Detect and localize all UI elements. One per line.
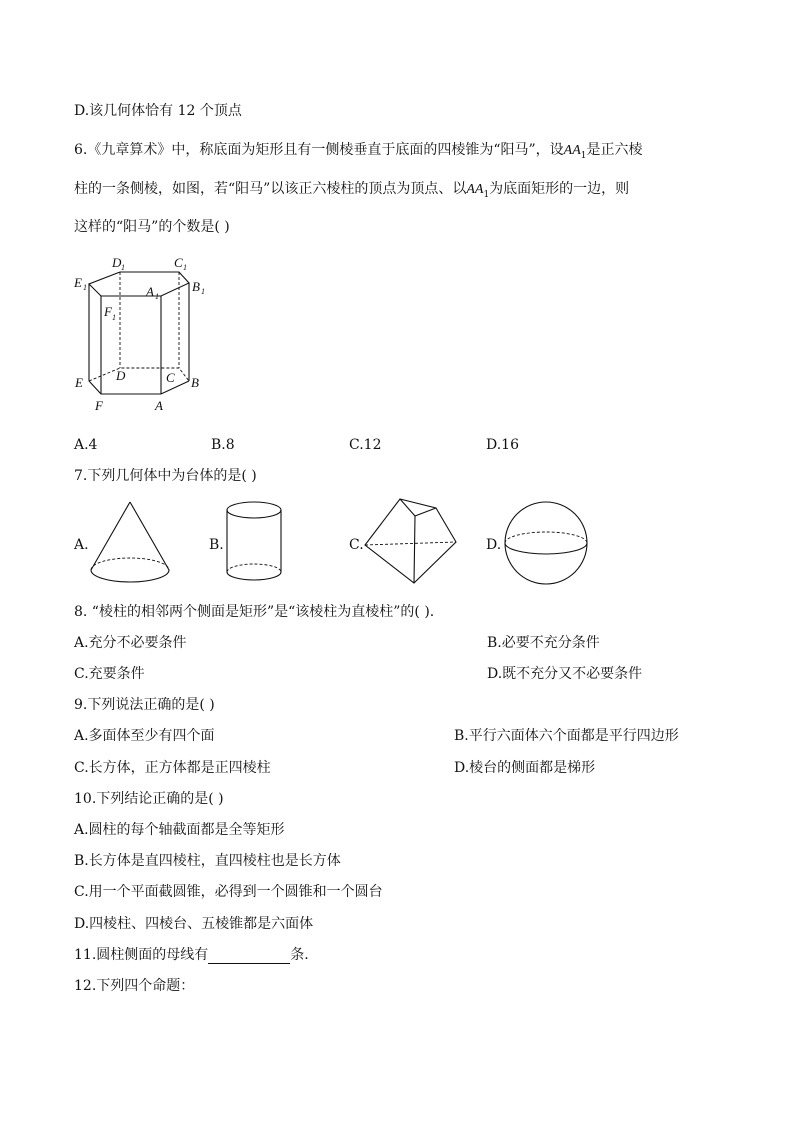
cylinder-figure: [224, 498, 284, 586]
q6-line1-text-b: 是正六棱: [586, 142, 643, 158]
prism-top-face: [89, 272, 189, 296]
q11-text-after: 条.: [290, 947, 309, 963]
q6-stem-line3: 这样的“阳马”的个数是( ): [74, 219, 230, 235]
q11-answer-blank[interactable]: [208, 949, 290, 964]
q10-option-d: D.四棱柱、四棱台、五棱锥都是六面体: [74, 916, 314, 932]
label-c: C: [166, 370, 175, 385]
q11-stem: [74, 946, 309, 964]
label-a1-sub: 1: [155, 292, 159, 301]
label-b1-sub: 1: [201, 287, 205, 296]
label-f1-sub: 1: [112, 313, 116, 322]
q7-option-a-label: A.: [74, 537, 89, 553]
q10-option-c: C.用一个平面截圆锥，必得到一个圆锥和一个圆台: [74, 884, 383, 900]
q8-option-d: D.既不充分又不必要条件: [487, 666, 643, 682]
q6-option-a: A.4: [74, 437, 98, 453]
q6-line2-text-b: 为底面矩形的一边，则: [489, 181, 630, 197]
q6-stem-line2: [74, 180, 629, 204]
label-e: E: [75, 375, 83, 390]
q9-stem: 9.下列说法正确的是( ): [74, 697, 215, 713]
q6-line2-text-a: 柱的一条侧棱，如图，若“阳马”以该正六棱柱的顶点为顶点、以: [74, 181, 467, 197]
q7-option-d-label: D.: [486, 537, 502, 553]
q11-text-before: 11.圆柱侧面的母线有: [74, 947, 209, 963]
q8-option-a: A.充分不必要条件: [74, 635, 187, 651]
label-d: D: [116, 368, 126, 383]
label-b1: B: [192, 279, 200, 294]
q7-option-c-label: C.: [349, 537, 364, 553]
q8-stem: 8. “棱柱的相邻两个侧面是矩形”是“该棱柱为直棱柱”的( ).: [74, 604, 435, 620]
q9-option-b: B.平行六面体六个面都是平行四边形: [454, 728, 679, 744]
q10-option-b: B.长方体是直四棱柱，直四棱柱也是长方体: [74, 853, 341, 869]
label-a: A: [155, 398, 163, 413]
label-a1: A: [146, 284, 154, 299]
label-d1: D: [112, 255, 122, 270]
q10-option-a: A.圆柱的每个轴截面都是全等矩形: [74, 822, 285, 838]
q9-option-a: A.多面体至少有四个面: [74, 728, 215, 744]
label-b: B: [191, 375, 199, 390]
sphere-figure: [502, 500, 590, 588]
label-f1: F: [104, 304, 112, 319]
frustum-figure: [362, 496, 462, 588]
q9-option-d: D.棱台的侧面都是梯形: [454, 760, 596, 776]
q8-option-b: B.必要不充分条件: [487, 635, 600, 651]
label-e1: E: [74, 275, 82, 290]
hexagonal-prism-figure: [68, 254, 218, 418]
q6-line1-text-a: 6.《九章算术》中，称底面为矩形且有一侧棱垂直于底面的四棱锥为“阳马”，设: [74, 142, 564, 158]
q9-option-c: C.长方体，正方体都是正四棱柱: [74, 760, 271, 776]
q6-edge-sub: 1: [580, 150, 587, 161]
q7-option-b-label: B.: [209, 537, 224, 553]
label-e1-sub: 1: [83, 283, 87, 292]
label-c1: C: [174, 255, 183, 270]
q5-option-d: D.该几何体恰有 12 个顶点: [74, 103, 242, 119]
q7-stem: 7.下列几何体中为台体的是( ): [74, 468, 257, 484]
q10-stem: 10.下列结论正确的是( ): [74, 791, 224, 807]
q8-option-c: C.充要条件: [74, 666, 145, 682]
q6-edge-sub-2: 1: [483, 189, 490, 200]
q6-stem-line1: [74, 141, 643, 165]
q6-option-b: B.8: [211, 437, 235, 453]
q6-option-d: D.16: [486, 437, 519, 453]
q6-option-c: C.12: [349, 437, 382, 453]
q6-edge-var-2: AA: [466, 182, 484, 197]
label-c1-sub: 1: [183, 263, 187, 272]
cone-figure: [88, 498, 172, 586]
q12-stem: 12.下列四个命题：: [74, 978, 195, 994]
label-d1-sub: 1: [121, 263, 125, 272]
q6-edge-var: AA: [563, 143, 581, 158]
label-f: F: [95, 398, 103, 413]
